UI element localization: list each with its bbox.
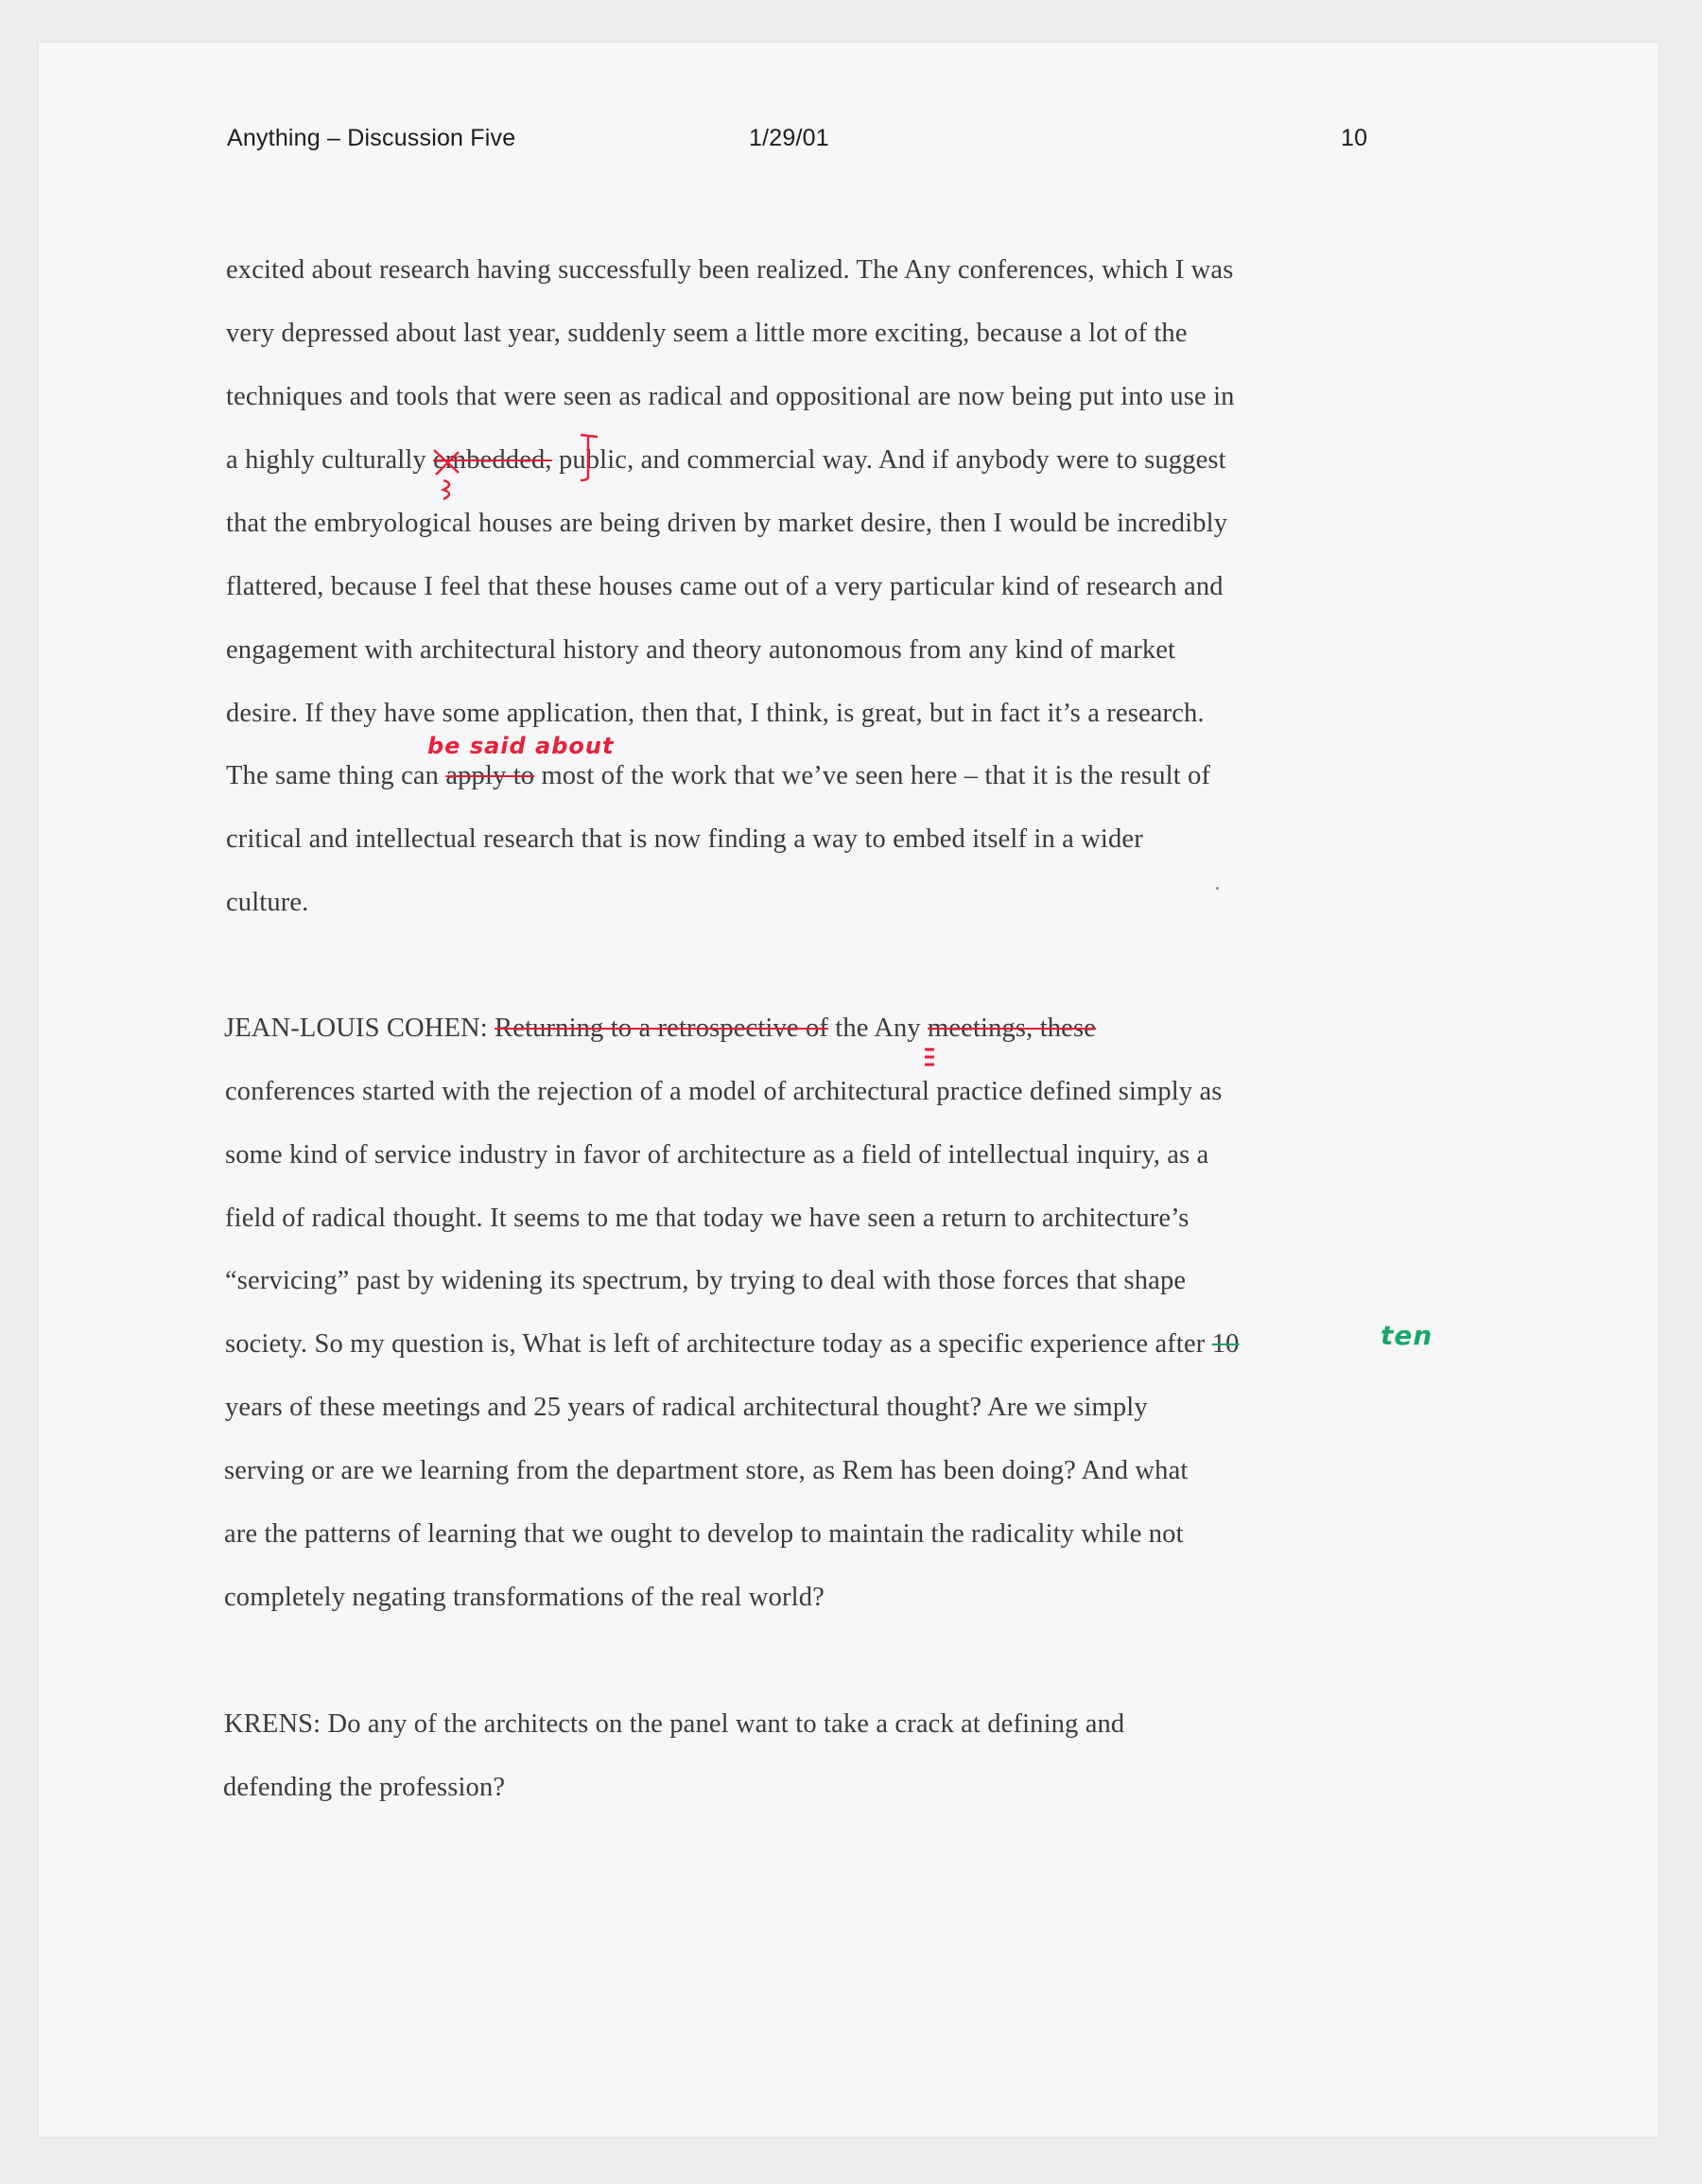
struck-text: embedded,	[433, 445, 552, 475]
text-run: public, and commercial way. And if anybody were to suggest	[551, 445, 1226, 475]
body-line: defending the profession?	[223, 1773, 506, 1802]
body-line: years of these meetings and 25 years of radical architectural thought? Are we simply	[225, 1393, 1148, 1422]
body-line: “servicing” past by widening its spectrum, by trying to deal with those forces that shape	[225, 1266, 1187, 1295]
speck	[1216, 887, 1219, 890]
running-title: Anything – Discussion Five	[227, 125, 516, 151]
body-line: field of radical thought. It seems to me that today we have seen a return to architecture’s	[225, 1204, 1190, 1233]
speaker-name: JEAN-LOUIS COHEN:	[224, 1014, 495, 1043]
body-line: desire. If they have some application, then that, I think, is great, but in fact it’s a research.	[226, 699, 1205, 728]
close-bracket-mark-icon	[575, 431, 613, 493]
struck-text: Returning to a retrospective of	[495, 1014, 828, 1043]
body-line-with-edit	[225, 1329, 1240, 1360]
body-line: are the patterns of learning that we ought to develop to maintain the radicality while not	[224, 1519, 1184, 1549]
body-line: techniques and tools that were seen as radical and oppositional are now being put into use in	[226, 382, 1235, 411]
transpose-mark-icon	[430, 444, 468, 515]
body-line: engagement with architectural history and theory autonomous from any kind of market	[226, 635, 1176, 665]
struck-text: meetings, these	[928, 1014, 1097, 1043]
text-run: The same thing can	[226, 761, 446, 790]
text-run: the Any	[827, 1014, 929, 1043]
speaker-line: KRENS: Do any of the architects on the panel want to take a crack at defining and	[224, 1709, 1125, 1739]
body-line: excited about research having successfully been realized. The Any conferences, which I was	[226, 255, 1234, 285]
body-line: that the embryological houses are being driven by market desire, then I would be incredibly	[226, 509, 1228, 538]
body-line: culture.	[226, 888, 309, 917]
struck-text: apply to	[445, 761, 535, 790]
body-line: very depressed about last year, suddenly seem a little more exciting, because a lot of the	[226, 319, 1188, 348]
handwritten-insertion: ten	[1381, 1320, 1433, 1351]
body-line: conferences started with the rejection of a model of architectural practice defined simply as	[225, 1077, 1223, 1106]
document-date: 1/29/01	[749, 125, 829, 151]
capitalize-mark-icon	[921, 1046, 940, 1075]
body-line: some kind of service industry in favor of architecture as a field of intellectual inquiry, as a	[225, 1140, 1209, 1170]
body-line: critical and intellectual research that is now finding a way to embed itself in a wider	[226, 824, 1143, 854]
body-line-with-edit	[226, 761, 1210, 791]
handwritten-insertion: be said about	[427, 733, 615, 759]
body-line: completely negating transformations of the real world?	[224, 1583, 825, 1612]
struck-text: 10	[1211, 1329, 1240, 1359]
text-run: a highly culturally	[226, 445, 426, 475]
body-line: flattered, because I feel that these houses came out of a very particular kind of research and	[226, 572, 1224, 601]
speaker-line-with-edit	[224, 1014, 1096, 1044]
text-run: most of the work that we’ve seen here – that it is the result of	[534, 761, 1211, 790]
text-run: society. So my question is, What is left of architecture today as a specific experience after	[225, 1329, 1212, 1359]
body-line-with-edit	[226, 445, 1226, 476]
page-number: 10	[1341, 125, 1368, 151]
body-line: serving or are we learning from the department store, as Rem has been doing? And what	[224, 1456, 1189, 1485]
